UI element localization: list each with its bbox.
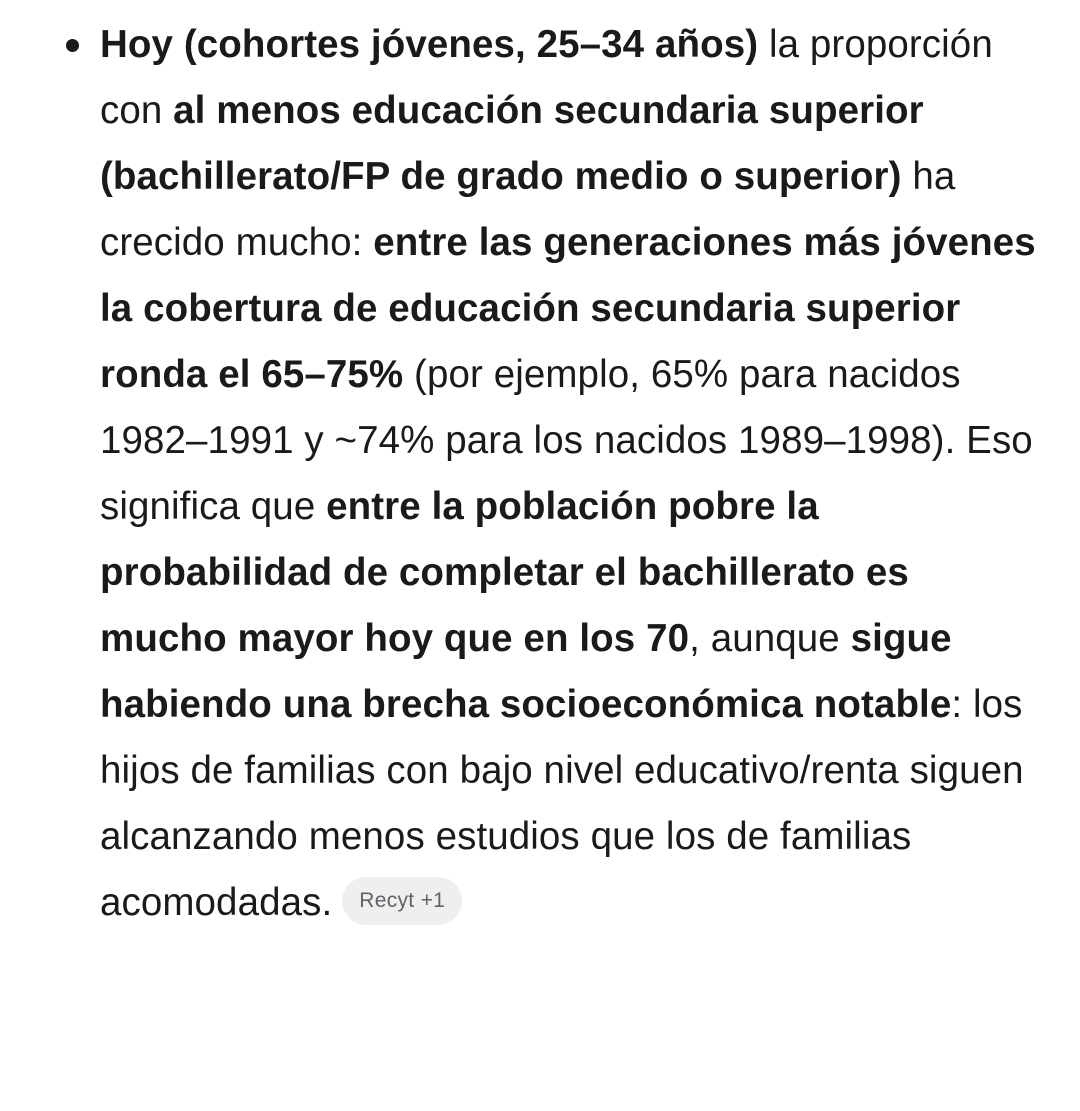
answer-bullet-list <box>62 12 1037 936</box>
text-segment: la proporción con <box>100 23 993 132</box>
citation-chip-button[interactable]: Recyt +1 <box>342 877 462 925</box>
text-segment: (por ejemplo, 65% para nacidos 1982–1991 y ~74% para los nacidos 1989–1998). Eso significa que <box>100 353 1033 528</box>
text-segment-bold: entre la población pobre la probabilidad de completar el bachillerato es mucho mayor hoy que en los 70 <box>100 485 909 660</box>
text-segment-bold: sigue habiendo una brecha socioeconómica notable <box>100 617 952 726</box>
text-segment: ha crecido mucho: <box>100 155 956 264</box>
bullet-item <box>62 12 1037 936</box>
text-segment-bold: Hoy (cohortes jóvenes, 25–34 años) <box>100 23 759 66</box>
text-segment-bold: entre las generaciones más jóvenes la cobertura de educación secundaria superior ronda el 65–75% <box>100 221 1036 396</box>
text-segment: : los hijos de familias con bajo nivel educativo/renta siguen alcanzando menos estudios que los de familias acomodadas. <box>100 683 1024 924</box>
text-segment-bold: al menos educación secundaria superior (bachillerato/FP de grado medio o superior) <box>100 89 924 198</box>
bullet-dot-icon <box>66 39 79 52</box>
text-segment: , aunque <box>689 617 851 660</box>
